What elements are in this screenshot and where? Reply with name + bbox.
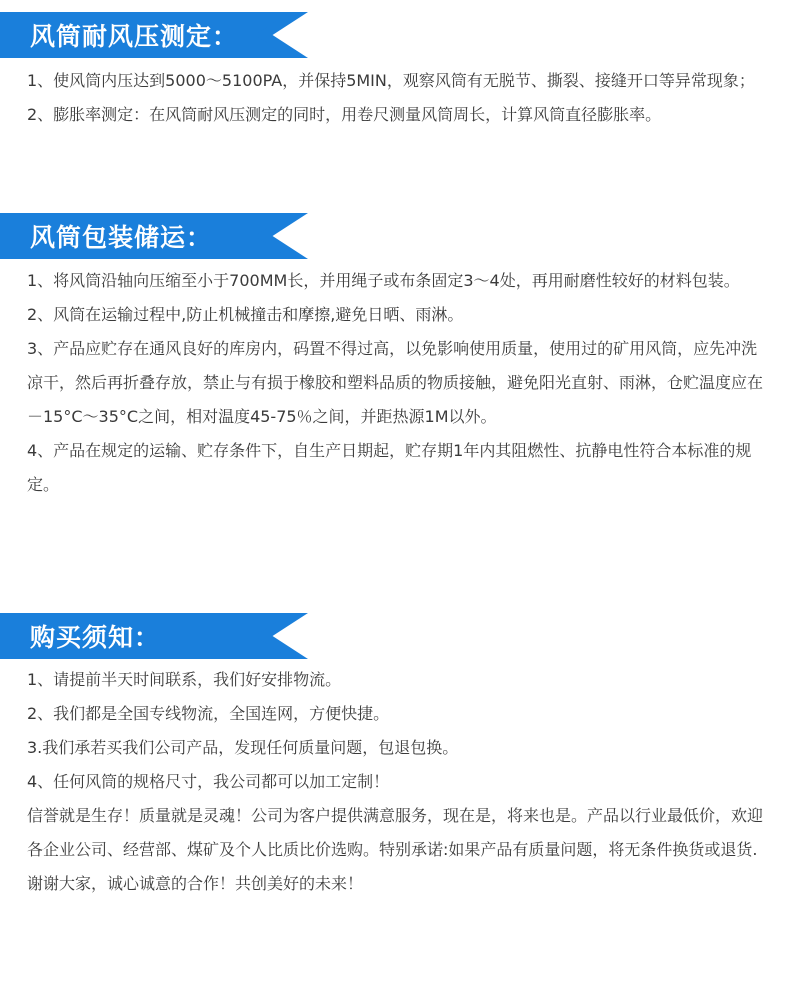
section-header-wind-pressure-test [0,12,308,58]
paragraph: 1、将风筒沿轴向压缩至小于700MM长，并用绳子或布条固定3～4处，再用耐磨性较好的材料包装。 [27,271,740,290]
section-header-packaging-storage [0,213,308,259]
section-header-purchase-notice [0,613,308,659]
section-body-wind-pressure-test [27,64,767,132]
paragraph: 2、风筒在运输过程中,防止机械撞击和摩擦,避免日晒、雨淋。 [27,305,464,324]
section-title: 风筒耐风压测定： [30,22,239,51]
section-body-packaging-storage [27,264,767,502]
section-banner [0,12,308,58]
paragraph: 3.我们承若买我们公司产品，发现任何质量问题，包退包换。 [27,738,459,757]
paragraph: 3、产品应贮存在通风良好的库房内，码置不得过高，以免影响使用质量，使用过的矿用风筒，应先冲洗凉干，然后再折叠存放，禁止与有损于橡胶和塑料品质的物质接触，避免阳光直射、雨淋，仓贮温度应在－15°C～35°C之间，相对温度45-75％之间，并距热源1M以外。 [27,339,764,426]
paragraph: 2、膨胀率测定：在风筒耐风压测定的同时，用卷尺测量风筒周长，计算风筒直径膨胀率。 [27,105,662,124]
paragraph: 1、使风筒内压达到5000～5100PA，并保持5MIN，观察风筒有无脱节、撕裂、接缝开口等异常现象； [27,71,755,90]
section-banner [0,613,308,659]
section-body-purchase-notice [27,663,767,901]
section-title: 购买须知： [30,623,161,652]
paragraph: 4、产品在规定的运输、贮存条件下，自生产日期起，贮存期1年内其阻燃性、抗静电性符合本标准的规定。 [27,441,752,494]
paragraph: 4、任何风筒的规格尺寸，我公司都可以加工定制！ [27,772,390,791]
paragraph: 2、我们都是全国专线物流，全国连网，方便快捷。 [27,704,390,723]
section-banner [0,213,308,259]
section-title: 风筒包装储运： [30,223,213,252]
paragraph: 1、请提前半天时间联系，我们好安排物流。 [27,670,342,689]
paragraph: 信誉就是生存！质量就是灵魂！公司为客户提供满意服务，现在是，将来也是。产品以行业最低价，欢迎各企业公司、经营部、煤矿及个人比质比价选购。特别承诺:如果产品有质量问题，将无条件换货或退货.谢谢大家，诚心诚意的合作！共创美好的未来！ [27,806,764,893]
